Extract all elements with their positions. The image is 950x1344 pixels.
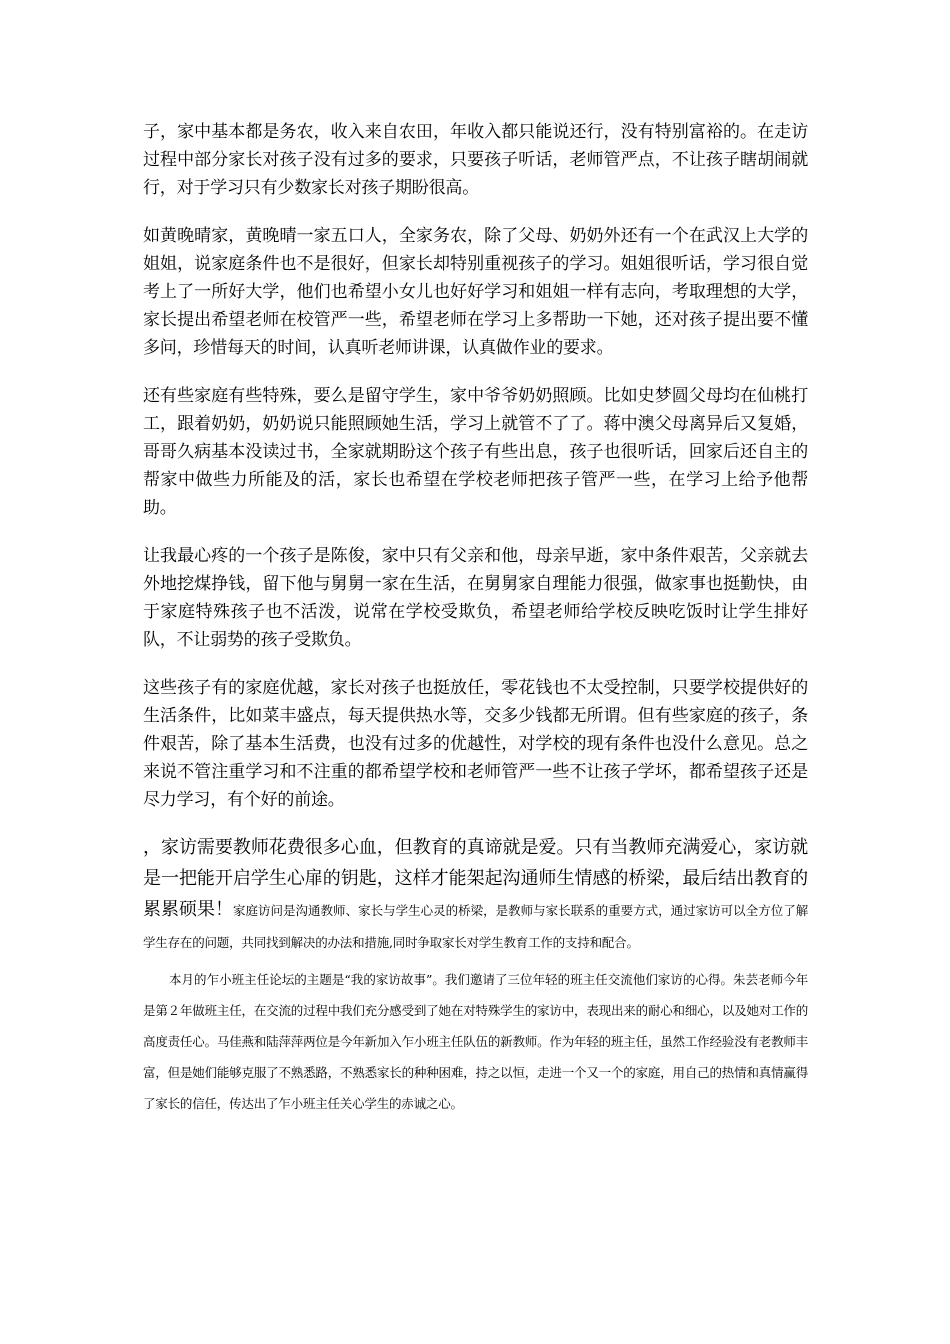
paragraph-6-large-text: ，家访需要教师花费很多心血，但教育的真谛就是爱。只有当教师充满爱心，家访就是一把能开启学生心扉的钥匙，这样才能架起沟通师生情感的桥梁，最后结出教育的累累硕果！: [143, 837, 808, 920]
document-page: [143, 118, 808, 1119]
paragraph-1: 子，家中基本都是务农，收入来自农田，年收入都只能说还行，没有特别富裕的。在走访过程中部分家长对孩子没有过多的要求，只要孩子听话，老师管严点，不让孩子瞎胡闹就行，对于学习只有少数家长对孩子期盼很高。: [143, 122, 808, 198]
paragraph-2: 如黄晚晴家，黄晚晴一家五口人，全家务农，除了父母、奶奶外还有一个在武汉上大学的姐姐，说家庭条件也不是很好，但家长却特别重视孩子的学习。姐姐很听话，学习很自觉考上了一所好大学，他们也希望小女儿也好好学习和姐姐一样有志向，考取理想的大学，家长提出希望老师在校管严一些，希望老师在学习上多帮助一下她，还对孩子提出要不懂多问，珍惜每天的时间，认真听老师讲课，认真做作业的要求。: [143, 226, 808, 358]
paragraph-6-small-text: 家庭访问是沟通教师、家长与学生心灵的桥梁，是教师与家长联系的重要方式，通过家访可以全方位了解学生存在的问题，共同找到解决的办法和措施,同时争取家长对学生教育工作的支持和配合。: [143, 903, 809, 950]
paragraph-7: 本月的乍小班主任论坛的主题是“我的家访故事”。我们邀请了三位年轻的班主任交流他们家访的心得。朱芸老师今年是第２年做班主任，在交流的过程中我们充分感受到了她在对特殊学生的家访中，表现出来的耐心和细心，以及她对工作的高度责任心。马佳燕和陆萍萍两位是今年新加入乍小班主任队伍的新教师。作为年轻的班主任，虽然工作经验没有老教师丰富，但是她们能够克服了不熟悉路，不熟悉家长的种种困难，持之以恒，走进一个又一个的家庭，用自己的热情和真情赢得了家长的信任，传达出了乍小班主任关心学生的赤诚之心。: [143, 972, 808, 1111]
paragraph-3: 还有些家庭有些特殊，要么是留守学生，家中爷爷奶奶照顾。比如史梦圆父母均在仙桃打工，跟着奶奶，奶奶说只能照顾她生活，学习上就管不了了。蒋中澳父母离异后又复婚，哥哥久病基本没读过书，全家就期盼这个孩子有些出息，孩子也很听话，回家后还自主的帮家中做些力所能及的活，家长也希望在学校老师把孩子管严一些，在学习上给予他帮助。: [143, 386, 808, 518]
paragraph-5: 这些孩子有的家庭优越，家长对孩子也挺放任，零花钱也不太受控制，只要学校提供好的生活条件，比如菜丰盛点，每天提供热水等，交多少钱都无所谓。但有些家庭的孩子，条件艰苦，除了基本生活费，也没有过多的优越性，对学校的现有条件也没什么意见。总之来说不管注重学习和不注重的都希望学校和老师管严一些不让孩子学坏，都希望孩子还是尽力学习，有个好的前途。: [143, 678, 808, 810]
paragraph-4: 让我最心疼的一个孩子是陈俊，家中只有父亲和他，母亲早逝，家中条件艰苦，父亲就去外地挖煤挣钱，留下他与舅舅一家在生活，在舅舅家自理能力很强，做家事也挺勤快，由于家庭特殊孩子也不活泼，说常在学校受欺负，希望老师给学校反映吃饭时让学生排好队，不让弱势的孩子受欺负。: [143, 546, 808, 650]
paragraph-6: [143, 832, 808, 958]
